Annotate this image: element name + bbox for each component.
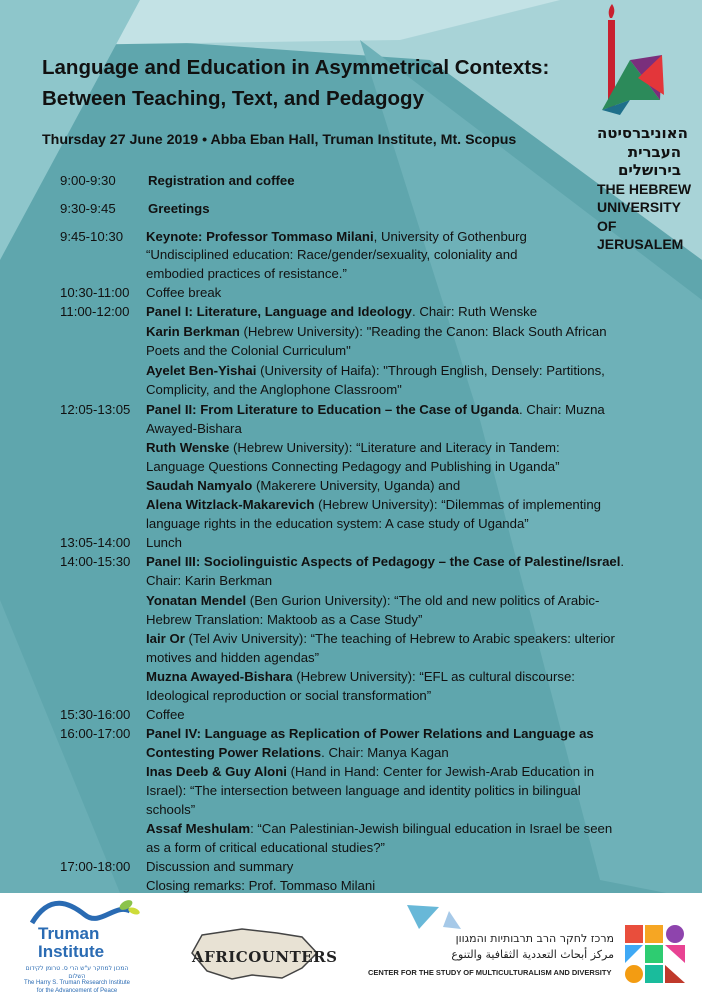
- talk-line: Israel): “The intersection between language and identity politics in bilingual: [146, 783, 581, 798]
- talk-line: Poets and the Colonial Curriculum": [146, 343, 351, 358]
- truman-hebrew-text: המכון למחקר ע"ש הרי ס. טרומן לקידום השלום: [25, 965, 129, 980]
- talk-line: [146, 667, 575, 686]
- event-date-location: Thursday 27 June 2019 • Abba Eban Hall, Truman Institute, Mt. Scopus: [42, 132, 517, 148]
- truman-name-line-1: Truman: [38, 924, 100, 943]
- session-title: Registration and coffee: [148, 173, 295, 188]
- huji-english-line-1: THE HEBREW: [597, 180, 692, 197]
- speaker-name: Saudah Namyalo: [146, 478, 253, 493]
- time-slot: 11:00-12:00: [60, 304, 130, 319]
- session-title: Coffee break: [146, 285, 222, 300]
- time-slot: 17:00-18:00: [60, 859, 131, 874]
- speaker-name: Karin Berkman: [146, 324, 240, 339]
- time-slot: 9:30-9:45: [60, 201, 116, 216]
- huji-hebrew-line-3: בירושלים: [617, 161, 681, 179]
- talk-details: (Makerere University, Uganda) and: [252, 478, 461, 493]
- multiculturalism-center-logo-icon: [623, 923, 687, 993]
- time-slot: 13:05-14:00: [60, 535, 131, 550]
- footer-logos: [0, 893, 702, 1000]
- panel-title: Panel I: Literature, Language and Ideology: [146, 304, 412, 319]
- keynote-affiliation: , University of Gothenburg: [373, 229, 527, 244]
- multiculturalism-center-name: [370, 931, 614, 963]
- talk-line: Chair: Karin Berkman: [146, 573, 273, 588]
- speaker-name: Yonatan Mendel: [146, 593, 247, 608]
- time-slot: 15:30-16:00: [60, 707, 131, 722]
- center-hebrew-name: מרכז לחקר הרב תרבותיות והמגוון: [455, 932, 614, 945]
- huji-english-line-2: UNIVERSITY: [597, 199, 682, 215]
- session-title: Discussion and summary: [146, 859, 294, 874]
- panel-chair: . Chair: Manya Kagan: [321, 745, 449, 760]
- speaker-name: Ruth Wenske: [146, 440, 230, 455]
- time-slot: 12:05-13:05: [60, 402, 131, 417]
- talk-details: (Ben Gurion University): “The old and new politics of Arabic-: [246, 593, 600, 608]
- talk-line: [146, 322, 607, 341]
- triangle-decor-icon: [405, 901, 465, 931]
- panel-title: Panel II: From Literature to Education – the Case of Uganda: [146, 402, 519, 417]
- huji-hebrew-line-2: העברית: [627, 142, 681, 161]
- truman-institute-name: [38, 925, 104, 961]
- speaker-name: Iair Or: [146, 631, 185, 646]
- talk-line: [146, 591, 599, 610]
- talk-line: [146, 438, 560, 457]
- truman-subtitle: [22, 965, 132, 995]
- talk-line: Closing remarks: Prof. Tommaso Milani: [146, 878, 376, 893]
- talk-line: [146, 819, 612, 838]
- talk-line: as a form of critical educational studies?”: [146, 840, 385, 855]
- talk-line: Complicity, and the Anglophone Classroom": [146, 382, 402, 397]
- time-slot: 10:30-11:00: [60, 285, 130, 300]
- panel-chair: . Chair: Ruth Wenske: [412, 304, 538, 319]
- center-arabic-name: مركز أبحاث التعددية الثقافية والتنوع: [451, 948, 614, 961]
- speaker-name: Ayelet Ben-Yishai: [146, 363, 257, 378]
- talk-line: embodied practices of resistance.”: [146, 266, 347, 281]
- keynote-speaker: Keynote: Professor Tommaso Milani: [146, 229, 374, 244]
- talk-line: schools”: [146, 802, 196, 817]
- title-line-1: Language and Education in Asymmetrical Contexts:: [42, 56, 550, 79]
- talk-line: motives and hidden agendas”: [146, 650, 320, 665]
- talk-details: (Hebrew University): "Reading the Canon: Black South African: [239, 324, 607, 339]
- session-title: Coffee: [146, 707, 185, 722]
- center-english-name: CENTER FOR THE STUDY OF MULTICULTURALISM AND DIVERSITY: [368, 968, 612, 977]
- truman-name-line-2: Institute: [38, 942, 105, 961]
- talk-details: (Tel Aviv University): “The teaching of Hebrew to Arabic speakers: ulterior: [184, 631, 615, 646]
- talk-line: [146, 361, 605, 380]
- event-title: [42, 52, 602, 114]
- talk-details: (University of Haifa): "Through English, Densely: Partitions,: [256, 363, 605, 378]
- talk-line: Language Questions Connecting Pedagogy and Publishing in Uganda”: [146, 459, 560, 474]
- session-title: Greetings: [148, 201, 210, 216]
- huji-english-line-3: OF JERUSALEM: [597, 217, 684, 252]
- talk-line: “Undisciplined education: Race/gender/sexuality, coloniality and: [146, 247, 518, 262]
- truman-english-line-2: for the Advancement of Peace: [36, 987, 118, 994]
- talk-line: [146, 743, 449, 762]
- time-slot: 9:00-9:30: [60, 173, 116, 188]
- talk-line: [146, 495, 601, 514]
- panel-title: Panel IV: Language as Replication of Power Relations and Language as: [146, 726, 594, 741]
- talk-details: : “Can Palestinian-Jewish bilingual education in Israel be seen: [250, 821, 613, 836]
- talk-line: Hebrew Translation: Maktoob as a Case Study”: [146, 612, 423, 627]
- talk-details: (Hebrew University): “EFL as cultural discourse:: [292, 669, 575, 684]
- talk-line: Awayed-Bishara: [146, 421, 242, 436]
- session-title: Lunch: [146, 535, 182, 550]
- speaker-name: Inas Deeb & Guy Aloni: [146, 764, 287, 779]
- talk-line: language rights in the education system: A case study of Uganda”: [146, 516, 529, 531]
- talk-details: (Hebrew University): “Literature and Literacy in Tandem:: [229, 440, 560, 455]
- huji-hebrew-line-1: האוניברסיטה: [597, 124, 688, 142]
- speaker-name: Assaf Meshulam: [146, 821, 251, 836]
- hebrew-university-name: [597, 124, 702, 254]
- time-slot: 14:00-15:30: [60, 554, 131, 569]
- talk-line: [146, 629, 615, 648]
- talk-details: (Hebrew University): “Dilemmas of implementing: [314, 497, 602, 512]
- panel-title: Panel III: Sociolinguistic Aspects of Pedagogy – the Case of Palestine/Israel: [146, 554, 621, 569]
- time-slot: 9:45-10:30: [60, 229, 124, 244]
- panel-punctuation: .: [620, 554, 625, 569]
- speaker-name: Muzna Awayed-Bishara: [146, 669, 293, 684]
- panel-title-cont: Contesting Power Relations: [146, 745, 322, 760]
- title-line-2: Between Teaching, Text, and Pedagogy: [42, 87, 424, 110]
- truman-english-line-1: The Harry S. Truman Research Institute: [23, 980, 131, 986]
- speaker-name: Alena Witzlack-Makarevich: [146, 497, 315, 512]
- africounters-wordmark: AFRICOUNTERS: [192, 948, 338, 966]
- talk-details: (Hand in Hand: Center for Jewish-Arab Education in: [286, 764, 595, 779]
- talk-line: Ideological reproduction or social transformation”: [146, 688, 432, 703]
- panel-chair: . Chair: Muzna: [518, 402, 605, 417]
- talk-line: [146, 476, 460, 495]
- talk-line: [146, 762, 594, 781]
- time-slot: 16:00-17:00: [60, 726, 131, 741]
